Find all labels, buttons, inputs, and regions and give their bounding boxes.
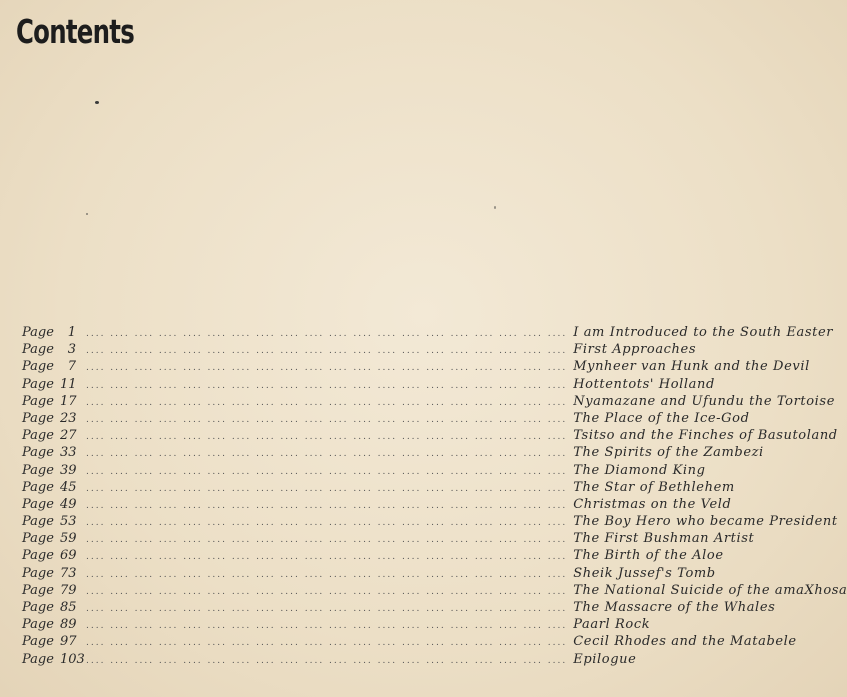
dot-leader: .... .... .... .... .... .... .... .... .... .... .... .... .... .... .... .... .... .... .... .... <box>86 414 568 425</box>
chapter-title: Sheik Jussef's Tomb <box>573 565 716 581</box>
toc-row <box>22 599 776 616</box>
toc-row <box>22 616 651 633</box>
page-word: Page <box>22 393 54 409</box>
chapter-title: Hottentots' Holland <box>573 376 715 392</box>
paper-speck <box>95 101 99 104</box>
chapter-title: Epilogue <box>573 651 637 667</box>
page-word: Page <box>22 548 54 564</box>
page-number: 7 <box>67 359 76 375</box>
dot-leader: .... .... .... .... .... .... .... .... .... .... .... .... .... .... .... .... .... .... .... .... <box>86 380 568 391</box>
page-number: 3 <box>67 342 76 358</box>
chapter-title: The Massacre of the Whales <box>573 600 776 615</box>
dot-leader: .... .... .... .... .... .... .... .... .... .... .... .... .... .... .... .... .... .... .... .... <box>86 552 568 563</box>
table-of-contents <box>22 324 847 668</box>
dot-leader: .... .... .... .... .... .... .... .... .... .... .... .... .... .... .... .... .... .... .... .... <box>86 346 568 357</box>
page-word: Page <box>22 462 54 478</box>
toc-row <box>22 341 697 358</box>
chapter-title: The Birth of the Aloe <box>573 548 724 564</box>
chapter-title: Nyamazane and Ufundu the Tortoise <box>573 393 835 409</box>
dot-leader: .... .... .... .... .... .... .... .... .... .... .... .... .... .... .... .... .... .... .... .... <box>86 655 568 666</box>
dot-leader: .... .... .... .... .... .... .... .... .... .... .... .... .... .... .... .... .... .... .... .... <box>86 432 568 443</box>
toc-row <box>22 376 715 393</box>
dot-leader: .... .... .... .... .... .... .... .... .... .... .... .... .... .... .... .... .... .... .... .... <box>86 604 568 614</box>
chapter-title: Cecil Rhodes and the Matabele <box>573 634 797 650</box>
dot-leader: .... .... .... .... .... .... .... .... .... .... .... .... .... .... .... .... .... .... .... .... <box>86 329 568 339</box>
chapter-title: The Diamond King <box>573 462 706 478</box>
toc-row <box>22 358 810 375</box>
page-word: Page <box>22 445 54 461</box>
chapter-title: The Star of Bethlehem <box>573 479 735 495</box>
dot-leader: .... .... .... .... .... .... .... .... .... .... .... .... .... .... .... .... .... .... .... .... <box>86 483 568 494</box>
page-number: 89 <box>60 617 77 633</box>
page-number: 79 <box>60 582 77 598</box>
toc-row <box>22 651 637 668</box>
toc-row <box>22 633 797 650</box>
page-number: 39 <box>60 462 77 478</box>
page-word: Page <box>22 342 54 358</box>
chapter-title: First Approaches <box>573 342 697 358</box>
dot-leader: .... .... .... .... .... .... .... .... .... .... .... .... .... .... .... .... .... .... .... .... <box>86 569 568 580</box>
toc-row <box>22 393 835 410</box>
page-number: 17 <box>60 393 77 409</box>
toc-entry <box>86 651 637 670</box>
page-number: 73 <box>60 565 77 581</box>
dot-leader: .... .... .... .... .... .... .... .... .... .... .... .... .... .... .... .... .... .... .... .... <box>86 363 568 374</box>
dot-leader: .... .... .... .... .... .... .... .... .... .... .... .... .... .... .... .... .... .... .... .... <box>86 586 568 597</box>
dot-leader: .... .... .... .... .... .... .... .... .... .... .... .... .... .... .... .... .... .... .... .... <box>86 518 568 529</box>
page-word: Page <box>22 410 54 426</box>
chapter-title: Christmas on the Veld <box>573 496 732 512</box>
page-number: 45 <box>60 479 77 495</box>
chapter-title: The First Bushman Artist <box>573 531 755 547</box>
chapter-title: The Boy Hero who became President <box>573 514 838 530</box>
dot-leader: .... .... .... .... .... .... .... .... .... .... .... .... .... .... .... .... .... .... .... .... <box>86 449 568 460</box>
dot-leader: .... .... .... .... .... .... .... .... .... .... .... .... .... .... .... .... .... .... .... .... <box>86 621 568 632</box>
toc-row <box>22 496 732 513</box>
toc-row <box>22 410 750 427</box>
dot-leader: .... .... .... .... .... .... .... .... .... .... .... .... .... .... .... .... .... .... .... .... <box>86 397 568 408</box>
page-number: 23 <box>60 410 77 426</box>
toc-row <box>22 582 847 599</box>
page-number: 69 <box>60 548 77 564</box>
chapter-title: Tsitso and the Finches of Basutoland <box>573 428 838 444</box>
page-word: Page <box>22 634 54 650</box>
page-word: Page <box>22 651 54 667</box>
chapter-title: The Spirits of the Zambezi <box>573 445 764 461</box>
page-word: Page <box>22 359 54 375</box>
toc-row <box>22 513 838 530</box>
page-title: Contents <box>16 12 134 51</box>
chapter-title: Paarl Rock <box>573 617 651 633</box>
page-number: 59 <box>60 531 77 547</box>
chapter-title: I am Introduced to the South Easter <box>573 325 834 340</box>
page-word: Page <box>22 565 54 581</box>
chapter-title: Mynheer van Hunk and the Devil <box>573 359 810 375</box>
toc-row <box>22 547 724 564</box>
page-word: Page <box>22 325 54 340</box>
toc-row <box>22 565 716 582</box>
toc-row <box>22 444 764 461</box>
paper-speck <box>494 206 496 209</box>
toc-row <box>22 462 706 479</box>
toc-row <box>22 324 834 341</box>
dot-leader: .... .... .... .... .... .... .... .... .... .... .... .... .... .... .... .... .... .... .... .... <box>86 535 568 546</box>
page-number: 53 <box>60 514 77 530</box>
page-number: 49 <box>60 496 77 512</box>
page-number: 33 <box>60 445 77 461</box>
page-word: Page <box>22 582 54 598</box>
page-number: 85 <box>60 600 77 615</box>
page-number: 27 <box>60 428 77 444</box>
page-word: Page <box>22 376 54 392</box>
page-word: Page <box>22 496 54 512</box>
chapter-title: The Place of the Ice-God <box>573 410 750 426</box>
page-word: Page <box>22 428 54 444</box>
page-word: Page <box>22 531 54 547</box>
toc-row <box>22 530 755 547</box>
page-word: Page <box>22 479 54 495</box>
page-word: Page <box>22 617 54 633</box>
dot-leader: .... .... .... .... .... .... .... .... .... .... .... .... .... .... .... .... .... .... .... .... <box>86 500 568 511</box>
dot-leader: .... .... .... .... .... .... .... .... .... .... .... .... .... .... .... .... .... .... .... .... <box>86 638 568 649</box>
toc-row <box>22 479 735 496</box>
page-number: 11 <box>60 376 77 392</box>
chapter-title: The National Suicide of the amaXhosa <box>573 582 847 598</box>
page-number: 103 <box>60 651 85 667</box>
dot-leader: .... .... .... .... .... .... .... .... .... .... .... .... .... .... .... .... .... .... .... .... <box>86 466 568 477</box>
page-number: 97 <box>60 634 77 650</box>
page-number: 1 <box>67 325 76 340</box>
page-word: Page <box>22 600 54 615</box>
page-word: Page <box>22 514 54 530</box>
paper-speck <box>86 213 88 215</box>
toc-row <box>22 427 838 444</box>
